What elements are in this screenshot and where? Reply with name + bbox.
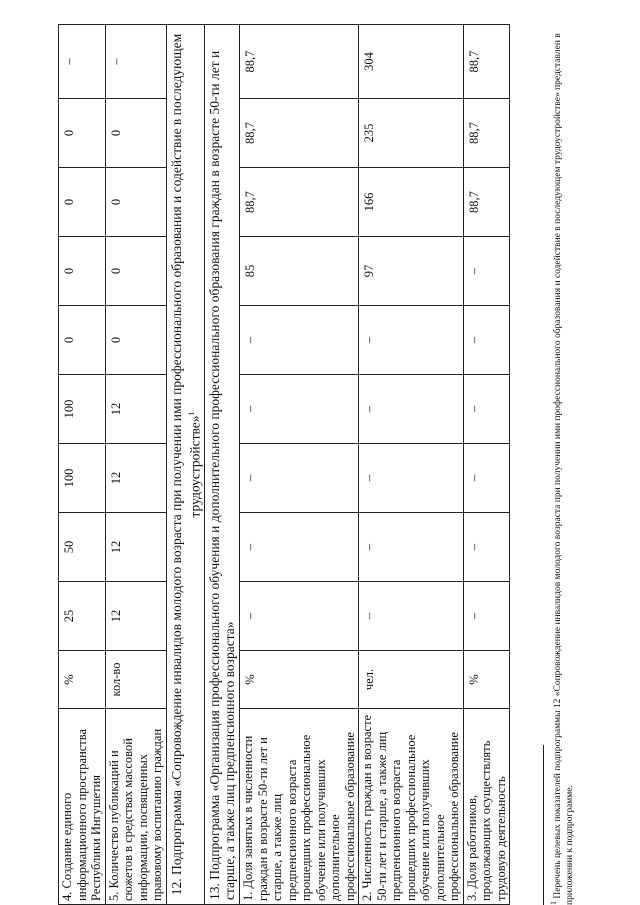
value-cell: 88,7 — [463, 99, 510, 168]
value-cell: 0 — [59, 237, 106, 306]
value-cell: – — [463, 444, 510, 513]
value-cell: 0 — [59, 306, 106, 375]
value-cell: 12 — [105, 513, 166, 582]
indicator-name: 3. Доля работников, продолжающих осуществлять трудовую деятельность — [463, 709, 510, 905]
value-cell: 12 — [105, 375, 166, 444]
subprogram-title-text: 12. Подпрограмма «Сопровождение инвалидов молодого возраста при получении ими профессионального образования и содействие в последующем трудоустройстве» — [168, 33, 202, 896]
value-cell: 50 — [59, 513, 106, 582]
unit-cell: % — [59, 651, 106, 709]
indicator-name: 1. Доля занятых в численности граждан в возрасте 50-ти лет и старше, а также лиц предпенсионного возраста прошедших профессиональное обучение или получивших дополнительное профессиональное образование — [240, 709, 359, 905]
unit-cell: чел. — [359, 651, 464, 709]
value-cell: – — [240, 582, 359, 651]
value-cell: – — [240, 513, 359, 582]
subprogram-title — [166, 25, 205, 905]
value-cell: 0 — [59, 168, 106, 237]
value-cell: – — [463, 306, 510, 375]
value-cell: – — [240, 444, 359, 513]
value-cell: – — [359, 582, 464, 651]
footnote-text: Перечень целевых показателей подпрограммы 12 «Сопровождение инвалидов молодого возраста при получении ими профессионального образования и содействие в последующем трудоустройстве» представлен в приложении к подпрограмме. — [553, 33, 575, 905]
value-cell: 0 — [59, 99, 106, 168]
unit-cell: кол-во — [105, 651, 166, 709]
unit-cell: % — [463, 651, 510, 709]
value-cell: – — [240, 375, 359, 444]
value-cell: – — [59, 25, 106, 99]
table-body — [59, 25, 510, 905]
value-cell: 85 — [240, 237, 359, 306]
value-cell: 0 — [105, 306, 166, 375]
value-cell: – — [463, 375, 510, 444]
value-cell: 235 — [359, 99, 464, 168]
value-cell: 88,7 — [240, 168, 359, 237]
table-row — [359, 25, 464, 905]
value-cell: – — [359, 306, 464, 375]
value-cell: – — [463, 237, 510, 306]
value-cell: 100 — [59, 375, 106, 444]
unit-cell: % — [240, 651, 359, 709]
footnote — [548, 25, 576, 905]
value-cell: 0 — [105, 168, 166, 237]
table-row — [59, 25, 106, 905]
subprogram-row — [205, 25, 240, 905]
value-cell: – — [105, 25, 166, 99]
subprogram-title-text: 13. Подпрограмма «Организация профессионального обучения и дополнительного профессионального образования граждан в возрасте 50-ти лет и старше, а также лиц предпенсионного возраста» — [207, 50, 237, 900]
value-cell: 166 — [359, 168, 464, 237]
value-cell: 88,7 — [463, 25, 510, 99]
value-cell: – — [240, 306, 359, 375]
indicators-table — [58, 24, 510, 905]
value-cell: – — [463, 582, 510, 651]
indicator-name: 4. Создание единого информационного пространства Республики Ингушетия — [59, 709, 106, 905]
value-cell: 304 — [359, 25, 464, 99]
value-cell: – — [359, 375, 464, 444]
footnote-reference: 1 — [186, 411, 196, 416]
value-cell: 12 — [105, 582, 166, 651]
subprogram-row — [166, 25, 205, 905]
value-cell: 0 — [105, 237, 166, 306]
table-row — [240, 25, 359, 905]
value-cell: 12 — [105, 444, 166, 513]
table-row — [463, 25, 510, 905]
value-cell: – — [359, 444, 464, 513]
indicator-name: 2. Численность граждан в возрасте 50-ти лет и старше, а также лиц предпенсионного возраста прошедших профессиональное обучение или получивших дополнительное профессиональное образование — [359, 709, 464, 905]
indicator-name: 5. Количество публикаций и сюжетов в средствах массовой информации, посвященных правовому воспитанию граждан — [105, 709, 166, 905]
value-cell: 88,7 — [240, 25, 359, 99]
value-cell: 0 — [105, 99, 166, 168]
value-cell: 100 — [59, 444, 106, 513]
subprogram-title — [205, 25, 240, 905]
footnote-divider — [543, 745, 544, 905]
value-cell: – — [359, 513, 464, 582]
value-cell: – — [463, 513, 510, 582]
footnote-marker: 1 — [549, 901, 558, 905]
table-row — [105, 25, 166, 905]
value-cell: 97 — [359, 237, 464, 306]
value-cell: 88,7 — [463, 168, 510, 237]
value-cell: 88,7 — [240, 99, 359, 168]
value-cell: 25 — [59, 582, 106, 651]
